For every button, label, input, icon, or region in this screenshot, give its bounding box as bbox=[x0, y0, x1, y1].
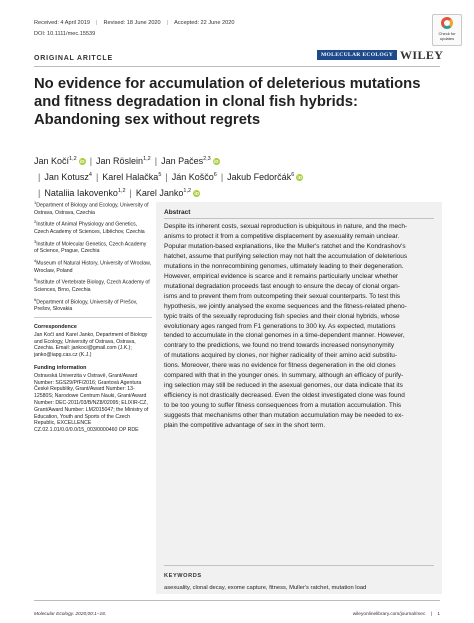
journal-reference: Molecular Ecology. 2020;00:1–18. bbox=[34, 612, 107, 617]
funding-text: Ostravská Univerzita v Ostravě, Grant/Award Number: SGS29/PřF/2016; Grantová Agentura České Republiky, Grant/Award Number: 13-12580S; Narodowe Centrum Nauki, Grant/Award Number: DEC-2011/03/B/NZ8/02095; ELIXIR-CZ, Grant/Award Number: LM2015047; the Ministry of Education, Youth and Sports of the Czech Republic, EXCELLENCE CZ.02.1.01/0.0/0.0/15_003/0000460 OP RDE bbox=[34, 372, 149, 434]
author bbox=[102, 172, 161, 182]
section-label: ORIGINAL ARITCLE bbox=[34, 55, 113, 62]
article-dates bbox=[34, 20, 234, 26]
author-name: Jan Pačes bbox=[161, 156, 204, 166]
separator: | bbox=[154, 156, 158, 166]
footer-right bbox=[353, 612, 440, 617]
abstract-line: suggests that mechanisms other than mutation accumulation may be needed to ex- bbox=[164, 412, 404, 420]
affiliation-mark: 4 bbox=[34, 257, 37, 263]
separator: | bbox=[95, 172, 99, 182]
journal-url[interactable]: wileyonlinelibrary.com/journal/mec bbox=[352, 612, 426, 617]
correspondence-heading: Correspondence bbox=[34, 323, 77, 330]
divider bbox=[164, 565, 434, 566]
separator: | bbox=[129, 188, 132, 198]
revised-date: Revised: 18 June 2020 bbox=[103, 20, 161, 26]
abstract-line: of mutations acquired by clones, nor higher radicality of their amino acid substitu- bbox=[164, 352, 398, 360]
affiliation bbox=[34, 258, 152, 274]
abstract-line: Despite its inherent costs, sexual reproduction is ubiquitous in nature, and the mech- bbox=[164, 223, 408, 230]
author-name: Karel Janko bbox=[135, 188, 184, 198]
divider bbox=[34, 317, 152, 318]
abstract-line: tended to accumulate in the clonal genomes in a time-dependent manner. However, bbox=[164, 332, 405, 340]
crossmark-icon bbox=[441, 17, 453, 29]
affiliation bbox=[34, 200, 152, 216]
affiliation-text: Museum of Natural History, University of Wrocław, Wroclaw, Poland bbox=[34, 260, 152, 274]
affiliation bbox=[34, 297, 152, 313]
separator: | bbox=[38, 172, 41, 182]
separator: | bbox=[38, 188, 41, 198]
orcid-icon[interactable]: iD bbox=[194, 191, 199, 196]
author-name: Nataliia Iakovenko bbox=[44, 188, 118, 198]
abstract-line: ing selection may still be reduced in the asexual genomes, our data indicate that its bbox=[164, 382, 403, 390]
author bbox=[227, 172, 303, 182]
abstract-heading: Abstract bbox=[164, 209, 191, 216]
author bbox=[172, 172, 217, 182]
abstract-text bbox=[164, 222, 438, 431]
affiliation-text: Institute of Vertebrate Biology, Czech Academy of Sciences, Brno, Czechia bbox=[34, 280, 150, 293]
article-title: No evidence for accumulation of deleterious mutations and fitness degradation in clonal fish hybrids: Abandoning sex without regrets bbox=[34, 76, 421, 128]
affiliation-text: Institute of Molecular Genetics, Czech Academy of Science, Prague, Czechia bbox=[34, 241, 147, 255]
author-list bbox=[34, 153, 440, 201]
abstract-line: mutations in the nonrecombining genomes, ultimately leading to their degeneration. bbox=[164, 262, 404, 270]
affiliation-mark: 6 bbox=[34, 296, 37, 302]
author-affiliation-mark: 1,2 bbox=[69, 156, 77, 162]
abstract-line: However, empirical evidence is scarce and it remains particularly unclear whether bbox=[164, 272, 399, 280]
author-affiliation-mark: 1,2 bbox=[117, 188, 126, 194]
journal-name: MOLECULAR ECOLOGY bbox=[317, 50, 397, 60]
accepted-date: Accepted: 22 June 2020 bbox=[174, 20, 235, 26]
author-affiliation-mark: 6 bbox=[291, 172, 295, 178]
check-for-updates-badge[interactable] bbox=[432, 14, 462, 46]
affiliation-text: Department of Biology, University of Prešov, Prešov, Slovakia bbox=[34, 299, 138, 313]
author bbox=[34, 156, 86, 166]
affiliation-text: Institute of Animal Physiology and Genetics, Czech Academy of Sciences, Liběchov, Czechia bbox=[34, 222, 145, 235]
orcid-icon[interactable]: iD bbox=[297, 175, 303, 180]
abstract-line: evolutionary ages ranged from F1 generations to 300 ky. As expected, mutations bbox=[164, 322, 396, 330]
page-footer bbox=[34, 612, 440, 617]
author-name: Jan Kotusz bbox=[44, 172, 89, 182]
separator: | bbox=[165, 172, 168, 182]
abstract-line: anisms to protect it from a competitive displacement by asexuality remain unclear. bbox=[164, 232, 400, 240]
author-name: Jan Röslein bbox=[96, 156, 144, 166]
badge-line1: Check for bbox=[438, 31, 456, 36]
separator: | bbox=[430, 612, 432, 617]
keywords-heading: KEYWORDS bbox=[164, 573, 202, 579]
abstract-line: hatchet, assume that purifying selection may not halt the accumulation of deleterious bbox=[164, 252, 408, 260]
author-affiliation-mark: 2,3 bbox=[203, 156, 211, 162]
abstract-line: hypothesis, we jointly analysed the exome sequences and the fitness-related pheno- bbox=[164, 302, 407, 310]
affiliation-mark: 2 bbox=[34, 219, 37, 225]
abstract-line: Popular mutation-based explanations, like the Muller's ratchet and the Kondrashov's bbox=[164, 242, 406, 250]
affiliation-mark: 3 bbox=[34, 238, 37, 244]
abstract-line: compared with that in the younger ones. In summary, although an efficacy of purify- bbox=[164, 372, 404, 380]
orcid-icon[interactable]: iD bbox=[214, 159, 219, 164]
abstract-line: mutational degradation proceeds fast enough to ensure the decay of clonal organ- bbox=[164, 282, 400, 290]
affiliation bbox=[34, 239, 152, 255]
separator: | bbox=[166, 20, 169, 26]
funding-heading: Funding information bbox=[34, 364, 87, 371]
abstract-line: isms and to prevent them from outcompeting their sexual counterparts. To test this bbox=[164, 292, 401, 300]
affiliation-mark: 1 bbox=[34, 200, 37, 205]
affiliations bbox=[34, 200, 152, 313]
author-affiliation-mark: 1,2 bbox=[183, 188, 192, 194]
divider bbox=[164, 218, 434, 219]
author bbox=[44, 172, 92, 182]
author-affiliation-mark: 4 bbox=[88, 172, 92, 178]
abstract-line: contrary to the predictions, we found no trend towards increased nonsynonymity bbox=[164, 342, 395, 350]
abstract-line: to be too young to suffer fitness consequences from a mutation accumulation. This bbox=[164, 402, 402, 410]
author bbox=[161, 156, 220, 166]
separator: | bbox=[89, 156, 93, 166]
keywords-text: asexuality, clonal decay, exome capture, fitness, Muller's ratchet, mutation load bbox=[164, 585, 367, 591]
abstract-line: efficiency is not drastically decreased. Even the oldest investigated clone was found bbox=[164, 392, 405, 400]
publisher-logo: WILEY bbox=[400, 48, 444, 62]
doi[interactable]: DOI: 10.1111/mec.15539 bbox=[34, 31, 96, 37]
separator: | bbox=[95, 20, 98, 26]
received-date: Received: 4 April 2019 bbox=[34, 20, 90, 26]
abstract-line: plain the competitive advantage of sex in the short term. bbox=[164, 422, 326, 430]
author bbox=[136, 188, 200, 198]
abstract-line: typic traits of the sexually reproducing fish species and their clonal hybrids, whose bbox=[164, 312, 400, 320]
author-name: Ján Koščo bbox=[171, 172, 214, 182]
author-name: Jan Kočí bbox=[34, 156, 70, 166]
author-name: Jakub Fedorčák bbox=[227, 172, 292, 182]
badge-line2: updates bbox=[439, 36, 455, 41]
divider bbox=[34, 600, 440, 601]
page-number: 1 bbox=[437, 612, 440, 617]
author-affiliation-mark: 5 bbox=[158, 172, 162, 178]
affiliation bbox=[34, 277, 152, 293]
separator: | bbox=[220, 172, 224, 182]
divider bbox=[34, 66, 440, 67]
author bbox=[44, 188, 125, 198]
author-name: Karel Halačka bbox=[102, 172, 159, 182]
abstract-line: tions. Moreover, there was no evidence for fitness degeneration in the old clones bbox=[164, 362, 396, 370]
correspondence-text: Jan Kočí and Karel Janko, Department of Biology and Ecology, University of Ostrava, Ostrava, Czechia. Email: jankoci@gmail.com (J.K.); janko@iapg.cas.cz (K.J.) bbox=[34, 331, 148, 359]
left-column bbox=[34, 200, 152, 440]
author-affiliation-mark: 6 bbox=[213, 172, 217, 178]
orcid-icon[interactable]: iD bbox=[79, 159, 85, 164]
affiliation bbox=[34, 219, 152, 235]
author bbox=[96, 156, 151, 166]
author-affiliation-mark: 1,2 bbox=[143, 156, 151, 162]
affiliation-mark: 5 bbox=[34, 277, 37, 283]
affiliation-text: Department of Biology and Ecology, University of Ostrava, Ostrava, Czechia bbox=[34, 202, 149, 216]
